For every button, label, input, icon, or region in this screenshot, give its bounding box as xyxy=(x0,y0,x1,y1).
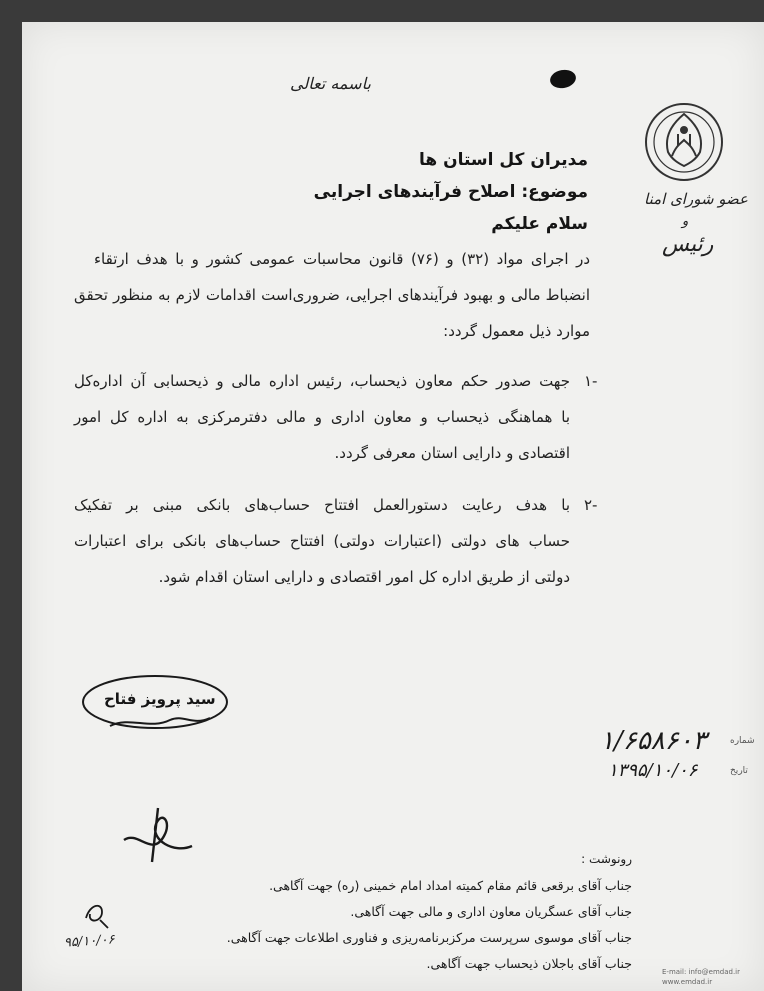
item-1-line-3: اقتصادی و دارایی استان معرفی گردد. xyxy=(334,444,570,462)
handwritten-mark xyxy=(118,800,198,870)
intro-line-1: در اجرای مواد (۳۲) و (۷۶) قانون محاسبات عمومی کشور و با هدف ارتقاء xyxy=(94,250,591,268)
item-2-line-1: با هدف رعایت دستورالعمل افتتاح حساب‌های بانکی مبنی بر تفکیک xyxy=(74,496,570,514)
subject: موضوع: اصلاح فرآیندهای اجرایی xyxy=(313,182,588,202)
letter-date: ۱۳۹۵/۱۰/۰۶ xyxy=(608,760,698,781)
cc-line-4: جناب آقای باجلان ذیحساب جهت آگاهی. xyxy=(426,956,632,971)
letter-page xyxy=(22,22,764,991)
side-title-2: و xyxy=(682,214,689,229)
item-1-line-2: با هماهنگی ذیحساب و معاون اداری و مالی دفترمرکزی به اداره کل امور xyxy=(74,408,570,426)
footer-email: E-mail: info@emdad.ir xyxy=(662,968,741,976)
footer-web: www.emdad.ir xyxy=(662,978,713,986)
greeting: سلام علیکم xyxy=(491,214,588,234)
cc-line-2: جناب آقای عسگریان معاون اداری و مالی جهت آگاهی. xyxy=(350,904,632,919)
item-2-line-3: دولتی از طریق اداره کل امور اقتصادی و دارایی استان اقدام شود. xyxy=(158,568,570,586)
initial-mark xyxy=(80,898,110,930)
intro-line-3: موارد ذیل معمول گردد: xyxy=(443,322,590,340)
date-label: تاریخ xyxy=(730,766,748,776)
item-1-number: ۱- xyxy=(584,372,598,390)
recipient: مدیران کل استان ها xyxy=(418,150,588,170)
intro-line-2: انضباط مالی و بهبود فرآیندهای اجرایی، ضروری‌است اقدامات لازم به منظور تحقق xyxy=(74,286,590,304)
side-title-3: رئیس xyxy=(662,232,714,257)
ink-blot xyxy=(549,68,578,90)
invocation: باسمه تعالی xyxy=(290,74,371,93)
emblem-icon xyxy=(642,100,726,184)
number-label: شماره xyxy=(730,736,755,746)
signature-name: سید پرویز فتاح xyxy=(104,690,216,708)
item-2-number: ۲- xyxy=(584,496,598,514)
marginal-note: ۹۵/۱۰/۰۶ xyxy=(63,932,116,951)
cc-line-1: جناب آقای برقعی قائم مقام کمیته امداد امام خمینی (ره) جهت آگاهی. xyxy=(269,878,632,893)
item-2-line-2: حساب های دولتی (اعتبارات دولتی) افتتاح حساب‌های بانکی برای اعتبارات xyxy=(74,532,570,550)
cc-line-3: جناب آقای موسوی سرپرست مرکزبرنامه‌ریزی و فناوری اطلاعات جهت آگاهی. xyxy=(226,930,632,945)
letter-number: ۱/۶۵۸۶۰۳ xyxy=(600,726,707,756)
item-1-line-1: جهت صدور حکم معاون ذیحساب، رئیس اداره مالی و ذیحسابی آن اداره‌کل xyxy=(74,372,570,390)
cc-title: رونوشت : xyxy=(581,852,632,866)
side-title-1: عضو شورای امنا xyxy=(644,190,749,208)
